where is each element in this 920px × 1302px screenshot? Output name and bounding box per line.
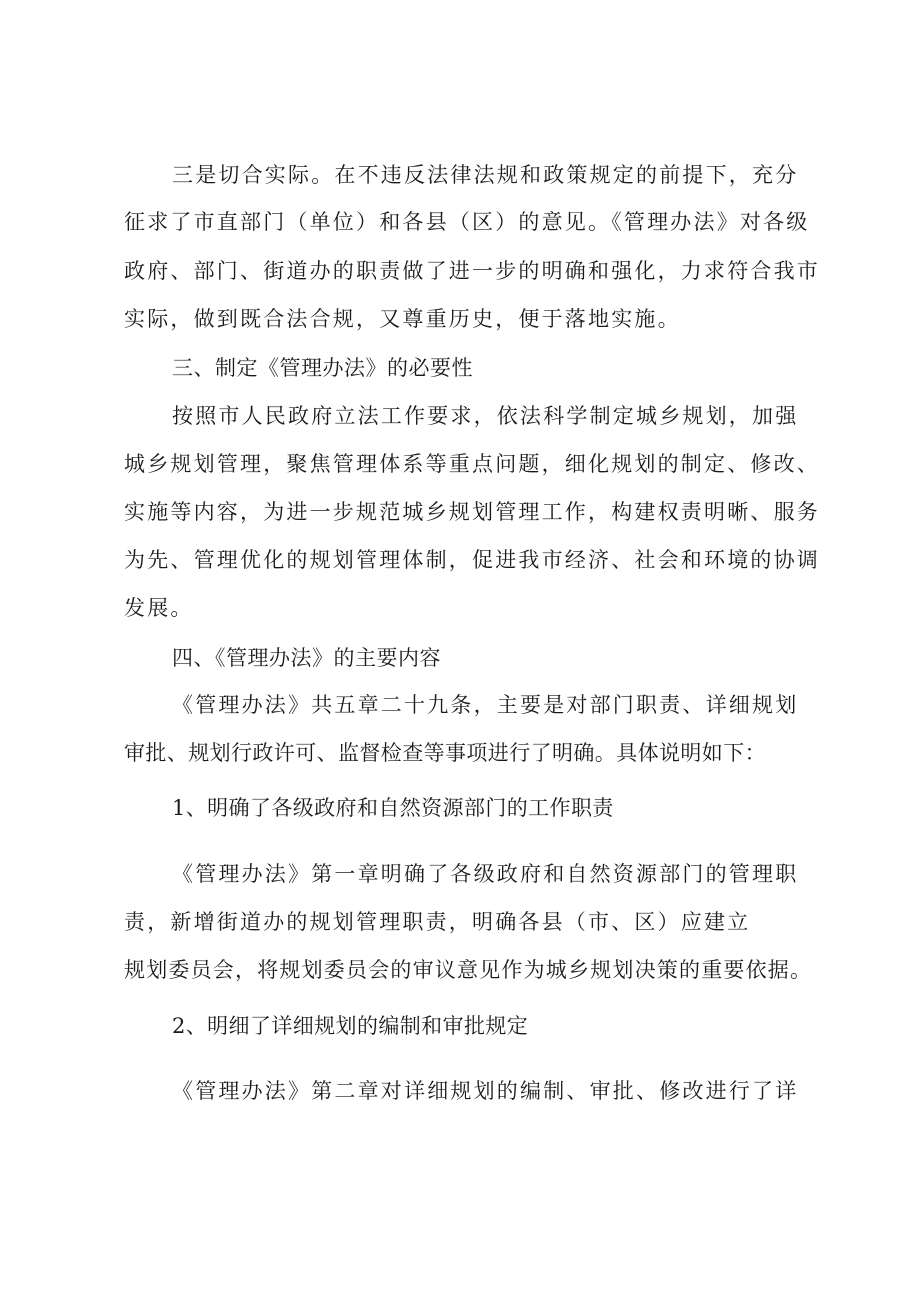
paragraph-line: 政府、部门、街道办的职责做了进一步的明确和强化，力求符合我市: [124, 259, 820, 283]
paragraph-line: 规划委员会，将规划委员会的审议意见作为城乡规划决策的重要依据。: [124, 958, 813, 982]
paragraph-line: 《管理办法》第二章对详细规划的编制、审批、修改进行了详: [172, 1079, 799, 1103]
paragraph-line: 《管理办法》共五章二十九条，主要是对部门职责、详细规划: [172, 693, 799, 717]
paragraph-line: 实际，做到既合法合规，又尊重历史，便于落地实施。: [124, 307, 681, 331]
paragraph-line: 责，新增街道办的规划管理职责，明确各县（市、区）应建立: [124, 910, 751, 934]
paragraph-line: 为先、管理优化的规划管理体制，促进我市经济、社会和环境的协调: [124, 548, 820, 572]
paragraph-line: 《管理办法》第一章明确了各级政府和自然资源部门的管理职: [172, 862, 799, 886]
paragraph-line: 按照市人民政府立法工作要求，依法科学制定城乡规划，加强: [172, 404, 799, 428]
paragraph-line: 实施等内容，为进一步规范城乡规划管理工作，构建权责明晰、服务: [124, 500, 820, 524]
paragraph-line: 城乡规划管理，聚焦管理体系等重点问题，细化规划的制定、修改、: [124, 452, 820, 476]
section-heading-necessity: 三、制定《管理办法》的必要性: [172, 356, 473, 380]
subheading-duties: 1、明确了各级政府和自然资源部门的工作职责: [172, 796, 614, 820]
paragraph-line: 三是切合实际。在不违反法律法规和政策规定的前提下，充分: [172, 163, 799, 187]
subheading-detailed-planning: 2、明细了详细规划的编制和审批规定: [172, 1014, 529, 1038]
paragraph-line: 征求了市直部门（单位）和各县（区）的意见。《管理办法》对各级: [124, 210, 810, 234]
paragraph-line: 审批、规划行政许可、监督检查等事项进行了明确。具体说明如下：: [124, 741, 766, 765]
section-heading-main-content: 四、《管理办法》的主要内容: [172, 646, 441, 670]
paragraph-line: 发展。: [124, 596, 194, 620]
